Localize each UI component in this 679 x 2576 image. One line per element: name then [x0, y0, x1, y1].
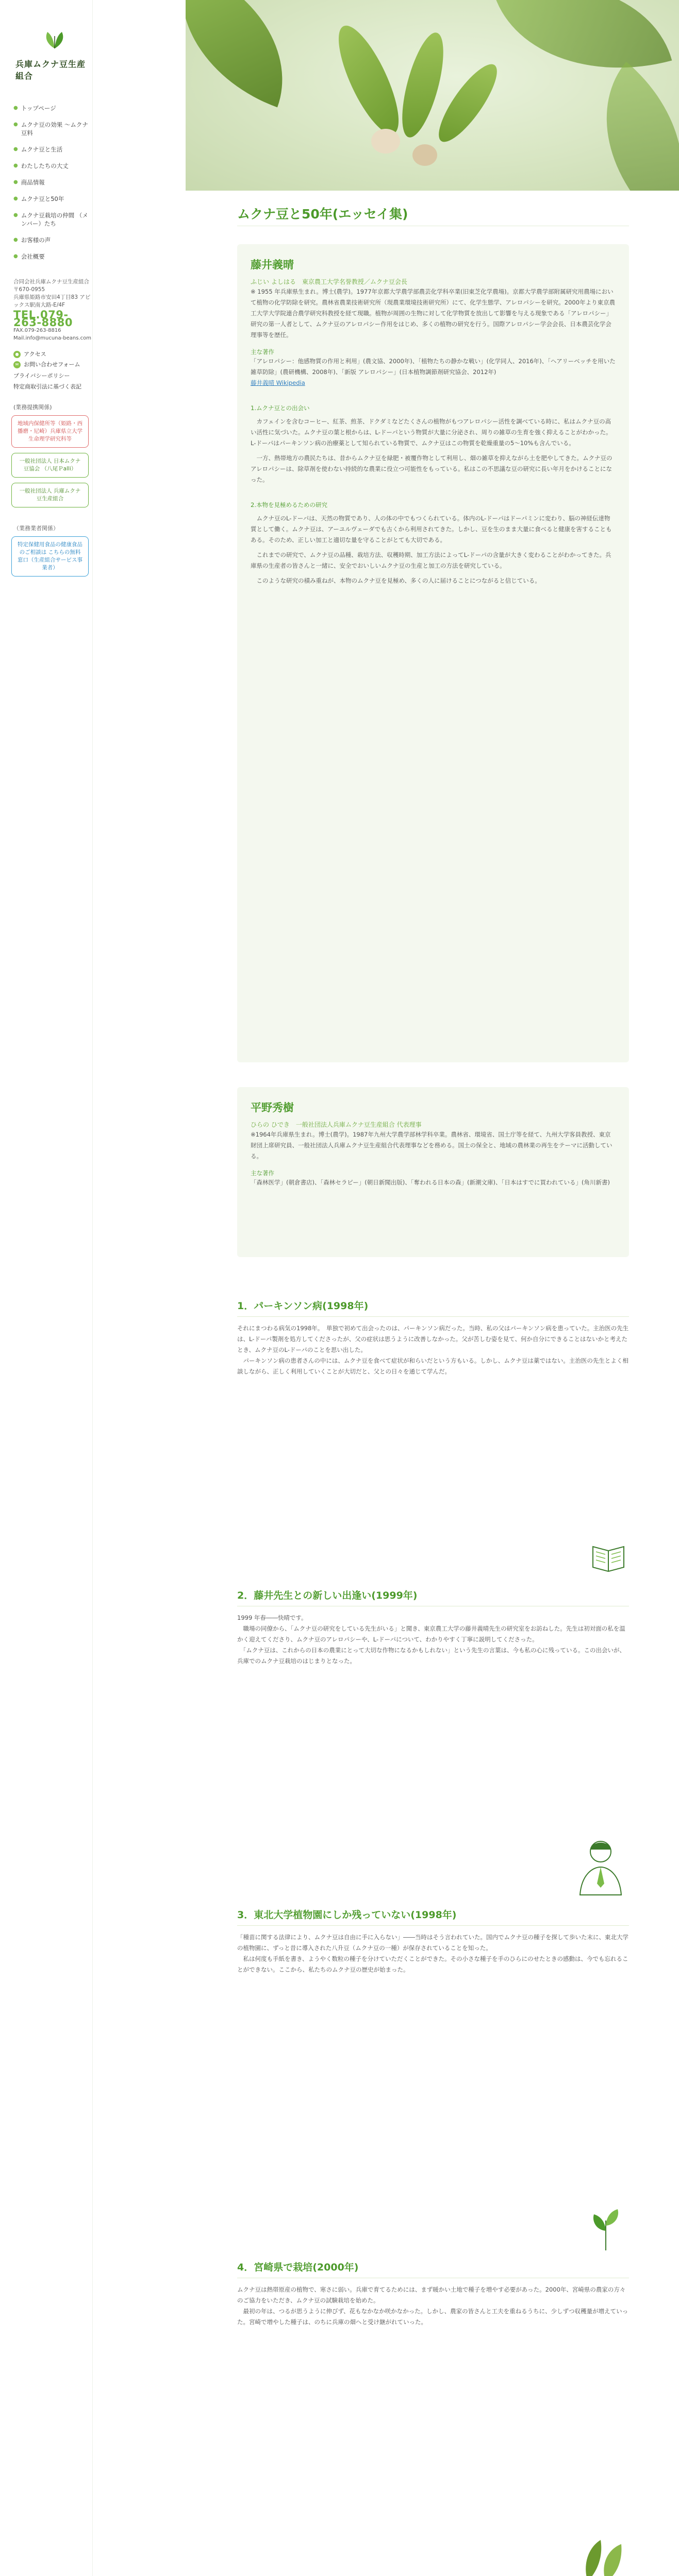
partner-button-2[interactable]: 一般社団法人 日本ムクナ豆協会 （八尾Ｐalli）: [11, 453, 89, 478]
phone-number[interactable]: TEL.079-263-8880: [13, 309, 73, 329]
essay-heading: 1.ムクナ豆との出会い: [251, 404, 310, 412]
nav-item-company[interactable]: [13, 248, 92, 265]
company-info: [0, 265, 92, 342]
nav-item-top[interactable]: [13, 100, 92, 116]
access-link[interactable]: [13, 349, 92, 360]
author-profile: ※1964年兵庫県生まれ。博士(農学)。1987年九州大学農学部林学科卒業。農林省、環境省、国土庁等を経て、九州大学客員教授、東京財団上席研究員、一般社団法人兵庫ムクナ豆生産組合代表理事などを務める。国土の保全と、地域の農林業の再生をテーマに活動している。: [251, 1131, 612, 1160]
essay-section-3: [237, 1907, 629, 1975]
author-title: ひらの ひでき 一般社団法人兵庫ムクナ豆生産組合 代表理事: [251, 1121, 422, 1128]
nav-label: わたしたちの大丈: [21, 162, 69, 170]
section-text: それにまつわる病気の1998年。 単独で初めて出会ったのは、パーキンソン病だった。当時、私の父はパーキンソン病を患っていた。主治医の先生は、L-ドーパ製剤を処方してくださったが、父の症状は思うように改善しなかった。父が苦しむ姿を見て、何か自分にできることはないかと考えたとき、ムクナ豆のL-ドーパのことを思い出した。 パーキンソン病の患者さんの中には、ムクナ豆を食べて症状が和らいだという方もいる。しかし、ムクナ豆は薬ではない。主治医の先生とよく相談しながら、正しく利用していくことが大切だと、父との日々を通じて学んだ。: [237, 1325, 629, 1375]
author-name: 藤井義晴: [251, 259, 294, 271]
bean-seed: [412, 144, 437, 166]
business-heading: （業務業者関係）: [13, 525, 59, 532]
address: 兵庫県姫路市安田4丁目83 アビックス駅南大路-E/4F: [13, 294, 91, 308]
nav-item-effects[interactable]: [13, 116, 92, 141]
author-title: ふじい よしはる 東京農工大学名誉教授／ムクナ豆会長: [251, 278, 407, 285]
nav-label: お客様の声: [21, 236, 51, 244]
person-illustration: [572, 1834, 629, 1896]
nav-item-life[interactable]: [13, 141, 92, 158]
hero-image: [186, 0, 679, 191]
nav-label: トップページ: [21, 105, 56, 112]
fax-number: FAX.079-263-8816: [13, 328, 61, 333]
essay-paragraph: 一方、熱帯地方の農民たちは、昔からムクナ豆を緑肥・被覆作物として利用し、畑の雑草を抑えながら土を肥やしてきた。ムクナ豆のアレロパシーは、除草剤を使わない持続的な農業に役立つ可能性をもっている。私はこの不思議な豆の研究に長い年月をかけることになった。: [251, 454, 612, 483]
leaf-shape: [186, 0, 312, 107]
bullet-icon: ●: [13, 212, 18, 218]
bullet-icon: ●: [13, 105, 18, 111]
essay-paragraph: カフェインを含むコーヒー、紅茶、煎茶、ドクダミなどたくさんの植物がもつアレロパシー活性を調べている時に、私はムクナ豆の高い活性に気づいた。ムクナ豆の葉と根からは、L-ドーパという物質が大量に分泌され、周りの雑草の生育を強く抑えることがわかった。L-ドーパはパーキンソン病の治療薬として知られている物質で、ムクナ豆はこの物質を乾燥重量の5～10%も含んでいる。: [251, 418, 612, 447]
wikipedia-link[interactable]: 藤井義晴 Wikipedia: [251, 379, 305, 386]
global-nav: [0, 100, 92, 265]
essay-heading: 2.本物を見極めるための研究: [251, 501, 327, 509]
partner-button-3[interactable]: 一般社団法人 兵庫ムクナ豆生産組合: [11, 483, 89, 507]
access-label: アクセス: [24, 351, 46, 358]
bullet-icon: ●: [13, 237, 18, 243]
section-title: 3．東北大学植物園にしか残っていない(1998年): [237, 1907, 629, 1926]
author-card-fujii: [237, 244, 629, 1062]
section-text: ムクナ豆は熱帯原産の植物で、寒さに弱い。兵庫で育てるためには、まず暖かい土地で種子を増やす必要があった。2000年、宮崎県の農家の方々のご協力をいただき、ムクナ豆の試験栽培を始めた。 最初の年は、つるが思うように伸びず、花もなかなか咲かなかった。しかし、農家の皆さんと工夫を重ねるうちに、少しずつ収穫量が増えていった。宮崎で増やした種子は、のちに兵庫の畑へと受け継がれていった。: [237, 2286, 628, 2326]
nav-item-about[interactable]: [13, 158, 92, 174]
works-heading: 主な著作: [251, 1170, 274, 1177]
sidebar: [0, 0, 93, 2576]
nav-item-products[interactable]: [13, 174, 92, 191]
section-text: 「種苗に関する法律により、ムクナ豆は自由に手に入らない」――当時はそう言われていた。国内でムクナ豆の種子を探して歩いた末に、東北大学の植物園に、ずっと昔に導入された八升豆（ムクナ豆の一種）が保存されていることを知った。 私は何度も手紙を書き、ようやく数粒の種子を分けていただくことができた。その小さな種子を手のひらにのせたときの感動は、今でも忘れることができない。ここから、私たちのムクナ豆の歴史が始まった。: [237, 1934, 628, 1973]
essay-section-2: [237, 1588, 629, 1667]
business-button[interactable]: 特定保健用食品の健康食品のご相談は こちらの無料窓口（生産組合サービス事業者）: [11, 536, 89, 577]
nav-label: 会社概要: [21, 253, 45, 260]
book-illustration: [588, 1535, 629, 1577]
postal-code: 〒670-0955: [13, 286, 45, 293]
works-list: 「アレロパシー：他感物質の作用と利用」(農文協、2000年)、「植物たちの静かな戦い」(化学同人、2016年)、「ヘアリーベッチを用いた雑草防除」(農研機構、2008年)、「新版 アレロパシー」(日本植物調節剤研究協会、2012年): [251, 358, 616, 376]
works-heading: 主な著作: [251, 348, 274, 355]
sprout-illustration: [588, 2205, 624, 2251]
leaf-shape: [560, 62, 679, 191]
partner-button-1[interactable]: 地域内保健所等（姫路・西播磨・尼崎）兵庫県立大学生命理学研究科等: [11, 415, 89, 448]
mail-address[interactable]: Mail.info@mucuna-beans.com: [13, 335, 91, 341]
nav-label: ムクナ豆栽培の仲間 （メンバー）たち: [21, 212, 88, 227]
contact-label: お問い合わせフォーム: [24, 361, 80, 368]
mail-icon: ✉: [13, 361, 21, 368]
bean-pod: [327, 19, 410, 141]
author-card-hirano: [237, 1087, 629, 1257]
contact-link[interactable]: [13, 360, 92, 370]
bullet-icon: ●: [13, 253, 18, 259]
bullet-icon: ●: [13, 163, 18, 168]
essay-paragraph: このような研究の積み重ねが、本物のムクナ豆を見極め、多くの人に届けることにつながると信じている。: [251, 577, 541, 584]
logo-leaf-icon: [40, 29, 69, 49]
nav-label: ムクナ豆の効果 ～ムクナ豆料: [21, 121, 88, 137]
section-text: 1999 年春――快晴です。 職場の同僚から、「ムクナ豆の研究をしている先生がいる」と聞き、東京農工大学の藤井義晴先生の研究室をお訪ねした。先生は初対面の私を温かく迎えてくださり、ムクナ豆のアレロパシーや、L-ドーパについて、わかりやすく丁寧に説明してくださった。 「ムクナ豆は、これからの日本の農業にとって大切な作物になるかもしれない」という先生の言葉は、今も私の心に残っている。この出会いが、兵庫でのムクナ豆栽培のはじまりとなった。: [237, 1614, 626, 1665]
pin-icon: ●: [13, 351, 21, 358]
bullet-icon: ●: [13, 179, 18, 185]
org-name: 合同会社兵庫ムクナ豆生産組合: [13, 279, 89, 285]
bean-pod-illustration: [577, 2535, 629, 2576]
section-title: 4．宮崎県で栽培(2000年): [237, 2260, 629, 2278]
logo-text: 兵庫ムクナ豆生産組合: [15, 59, 86, 81]
law-link[interactable]: 特定商取引法に基づく表記: [13, 383, 81, 390]
works-list: 「森林医学」(朝倉書店)、「森林セラピー」(朝日新聞出版)、「奪われる日本の森」(新潮文庫)、「日本はすでに買われている」(角川新書): [251, 1179, 610, 1186]
bullet-icon: ●: [13, 196, 18, 201]
quick-links: [0, 342, 92, 370]
nav-label: 商品情報: [21, 179, 45, 186]
nav-label: ムクナ豆と生活: [21, 146, 63, 153]
site-logo[interactable]: [0, 0, 92, 81]
nav-item-voices[interactable]: [13, 232, 92, 248]
nav-label: ムクナ豆と50年: [21, 195, 64, 202]
author-profile: ※ 1955 年兵庫県生まれ。博士(農学)。1977年京都大学農学部農芸化学科卒業(旧東芝化学農場)。京都大学農学部附属研究用農場において植物の化学防除を研究。農林省農業技術研究所（現農業環境技術研究所）にて、化学生態学、アレロパシーを研究。2000年より東京農工大学大学院連合農学研究科教授を経て現職。植物が周囲の生物に対して化学物質を放出して影響を与える現象である「アレロパシー」研究の第一人者として、ムクナ豆のアレロパシー作用をはじめ、多くの植物の研究を行う。国際アレロパシー学会会長、日本農芸化学会理事等を歴任。: [251, 288, 616, 338]
bullet-icon: ●: [13, 146, 18, 152]
essay-paragraph: これまでの研究で、ムクナ豆の品種、栽培方法、収穫時期、加工方法によってL-ドーパの含量が大きく変わることがわかってきた。兵庫県の生産者の皆さんと一緒に、安全でおいしいムクナ豆の生産と加工の方法を研究している。: [251, 551, 611, 569]
essay-paragraph: ムクナ豆のL-ドーパは、天然の物質であり、人の体の中でもつくられている。体内のL-ドーパはドーパミンに変わり、脳の神経伝達物質として働く。ムクナ豆は、アーユルヴェーダでも古くから利用されてきた。しかし、豆を生のまま大量に食べると健康を害することもある。そのため、正しい加工と適切な量を守ることがとても大切である。: [251, 515, 612, 544]
section-title: 2．藤井先生との新しい出逢い(1999年): [237, 1588, 629, 1606]
partner-heading: (業務提携関係): [13, 404, 52, 411]
page-title: ムクナ豆と50年(エッセイ集): [237, 207, 408, 222]
nav-item-50years[interactable]: [13, 191, 92, 207]
section-title: 1．パーキンソン病(1998年): [237, 1298, 629, 1317]
essay-section-1: [237, 1298, 629, 1377]
author-name: 平野秀樹: [251, 1101, 294, 1114]
essay-section-4: [237, 2260, 629, 2328]
bullet-icon: ●: [13, 122, 18, 127]
nav-item-members[interactable]: [13, 207, 92, 232]
privacy-link[interactable]: プライバシーポリシー: [13, 372, 70, 379]
bean-seed: [371, 129, 400, 154]
